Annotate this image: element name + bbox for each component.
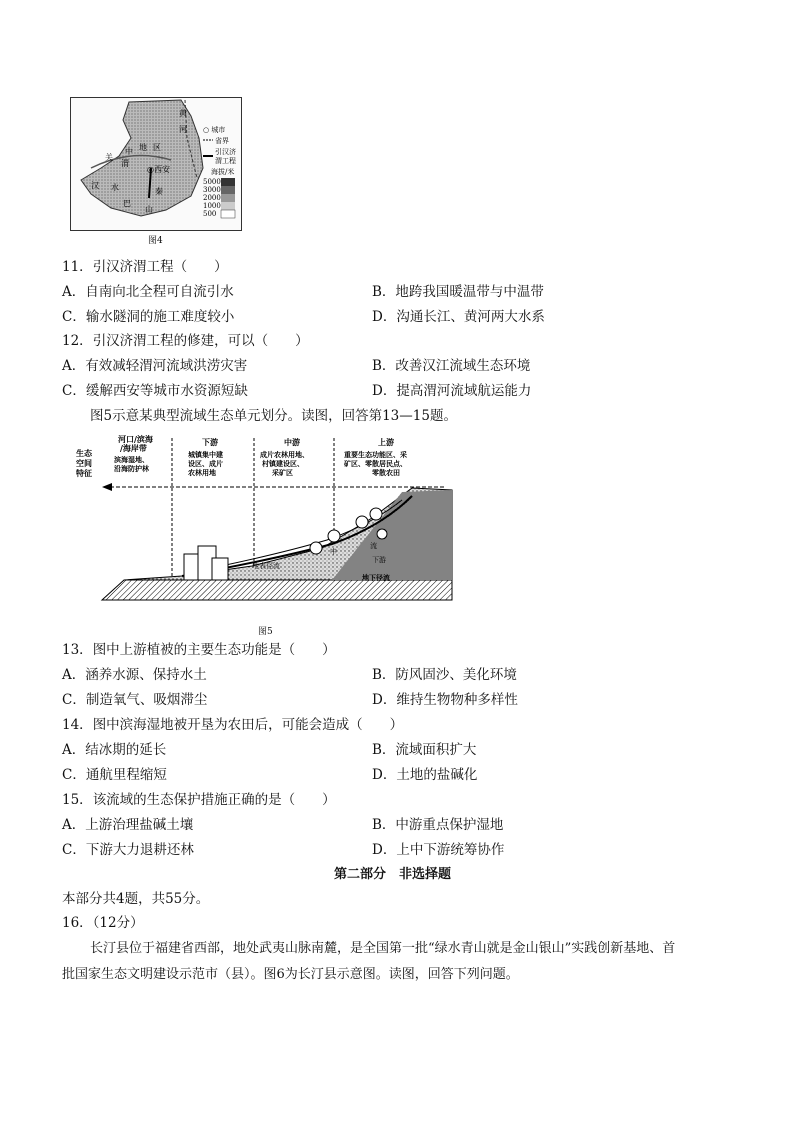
- question-stem: 该流域的生态保护措施正确的是（ ）: [92, 792, 336, 808]
- option-13-b: B．防风固沙、美化环境: [372, 667, 517, 683]
- map-label-qin: 秦: [155, 187, 163, 196]
- option-14-d: D．土地的盐碱化: [372, 767, 478, 783]
- option-13-c: C．制造氧气、吸烟滞尘: [62, 692, 208, 708]
- label-zhong: 中: [330, 548, 337, 556]
- map-label-shui: 水: [111, 183, 119, 192]
- zone-estuary-title: 河口/滨海: [118, 434, 153, 444]
- option-12-d: D．提高渭河流域航运能力: [372, 383, 532, 399]
- question-15: [62, 791, 336, 809]
- zone-downstream-desc-3: 农林用地: [188, 468, 216, 477]
- fig5-left-label-1: 生态: [76, 448, 92, 458]
- label-surface-runoff: 地表径流: [252, 562, 280, 570]
- question-14: [62, 716, 403, 734]
- option-12-c: C．缓解西安等城市水资源短缺: [62, 383, 248, 399]
- question-stem: 图中上游植被的主要生态功能是（ ）: [92, 642, 336, 658]
- option-15-a: A．上游治理盐碱土壤: [62, 817, 194, 833]
- legend-level-3: 2000: [203, 194, 221, 202]
- question-number: 11．: [62, 259, 93, 275]
- zone-upstream-desc-2: 矿区、零散居民点、: [344, 459, 407, 468]
- province-map-svg: [71, 98, 241, 230]
- zone-midstream-desc-1: 成片农林用地、: [260, 450, 309, 459]
- legend-level-1: 5000: [203, 178, 221, 186]
- map-label-wei: 渭: [121, 159, 129, 168]
- map-label-qu: 区: [153, 143, 161, 152]
- legend-city: ○ 城市: [203, 126, 226, 134]
- question-number: 15．: [62, 792, 93, 808]
- question-16-heading: 16．（12分）: [62, 915, 144, 931]
- label-downstream: 下游: [372, 556, 386, 564]
- question-16-line-1: 长汀县位于福建省西部，地处武夷山脉南麓，是全国第一批“绿水青山就是金山银山”实践创新基地、首: [90, 941, 676, 956]
- map-label-han: 汉: [91, 181, 99, 190]
- map-label-he: 河: [179, 125, 187, 134]
- option-13-d: D．维持生物物种多样性: [372, 692, 518, 708]
- zone-midstream-desc-2: 村镇建设区、: [262, 459, 304, 468]
- map-label-xian: ◎西安: [147, 165, 170, 174]
- option-14-b: B．流域面积扩大: [372, 742, 477, 758]
- question-number: 12．: [62, 333, 93, 349]
- zone-upstream-title: 上游: [378, 437, 394, 447]
- zone-downstream-title: 下游: [202, 437, 218, 447]
- watershed-diagram-svg: [72, 430, 462, 620]
- option-11-d: D．沟通长江、黄河两大水系: [372, 309, 545, 325]
- legend-border: 省界: [215, 137, 229, 145]
- question-stem: 引汉济渭工程的修建，可以（ ）: [92, 333, 309, 349]
- legend-level-4: 1000: [203, 202, 221, 210]
- option-12-a: A．有效减轻渭河流域洪涝灾害: [62, 358, 248, 374]
- option-15-c: C．下游大力退耕还林: [62, 842, 194, 858]
- legend-level-5: 500: [203, 210, 217, 218]
- map-label-ba: 巴: [123, 199, 131, 208]
- label-groundwater: 地下径流: [362, 573, 390, 582]
- legend-altitude: 海拔/米: [211, 168, 235, 176]
- zone-midstream-desc-3: 采矿区: [272, 468, 293, 477]
- option-14-a: A．结冰期的延长: [62, 742, 167, 758]
- question-13: [62, 641, 336, 659]
- question-11: [62, 258, 228, 276]
- figure-4-caption: 图4: [148, 236, 163, 246]
- figure-4-map: [70, 97, 242, 231]
- option-15-d: D．上中下游统筹协作: [372, 842, 505, 858]
- question-number: 13．: [62, 642, 93, 658]
- legend-project-line1: 引汉济: [215, 148, 236, 156]
- map-label-di: 地: [139, 143, 147, 152]
- map-label-guan: 关: [105, 153, 113, 162]
- legend-level-2: 3000: [203, 186, 221, 194]
- part-2-title: 第二部分 非选择题: [334, 867, 452, 882]
- zone-upstream-desc-1: 重要生态功能区、采: [344, 450, 407, 459]
- question-stem: 引汉济渭工程（ ）: [92, 259, 228, 275]
- label-flow: 流: [370, 542, 377, 550]
- zone-upstream-desc-3: 零散农田: [372, 468, 400, 477]
- option-12-b: B．改善汉江流域生态环境: [372, 358, 531, 374]
- option-11-b: B．地跨我国暖温带与中温带: [372, 284, 544, 300]
- fig5-left-label-3: 特征: [76, 468, 92, 478]
- option-15-b: B．中游重点保护湿地: [372, 817, 504, 833]
- option-11-a: A．自南向北全程可自流引水: [62, 284, 234, 300]
- question-stem: 图中滨海湿地被开垦为农田后，可能会造成（ ）: [92, 717, 404, 733]
- question-12: [62, 332, 309, 350]
- zone-estuary-title2: /海岸带: [120, 443, 147, 453]
- zone-estuary-desc-1: 滨海湿地、: [114, 455, 149, 464]
- legend-project-line2: 渭工程: [215, 157, 236, 165]
- fig5-left-label-2: 空间: [76, 458, 92, 468]
- zone-midstream-title: 中游: [284, 437, 300, 447]
- option-14-c: C．通航里程缩短: [62, 767, 167, 783]
- figure-5-caption: 图5: [258, 627, 273, 637]
- option-13-a: A．涵养水源、保持水土: [62, 667, 207, 683]
- figure-5-intro: 图5示意某典型流域生态单元划分。读图，回答第13—15题。: [90, 408, 457, 424]
- map-label-huang: 黄: [179, 109, 187, 118]
- zone-downstream-desc-1: 城镇集中建: [188, 450, 223, 459]
- option-11-c: C．输水隧洞的施工难度较小: [62, 309, 235, 325]
- map-label-shan: 山: [145, 205, 153, 214]
- question-16-line-2: 批国家生态文明建设示范市（县）。图6为长汀县示意图。读图，回答下列问题。: [62, 967, 519, 982]
- zone-estuary-desc-2: 沿海防护林: [114, 464, 149, 473]
- part-2-summary: 本部分共4题，共55分。: [62, 891, 210, 907]
- zone-downstream-desc-2: 设区、成片: [188, 459, 223, 468]
- map-label-zhong: 中: [125, 147, 133, 156]
- figure-5-diagram: [72, 430, 462, 620]
- question-number: 14．: [62, 717, 93, 733]
